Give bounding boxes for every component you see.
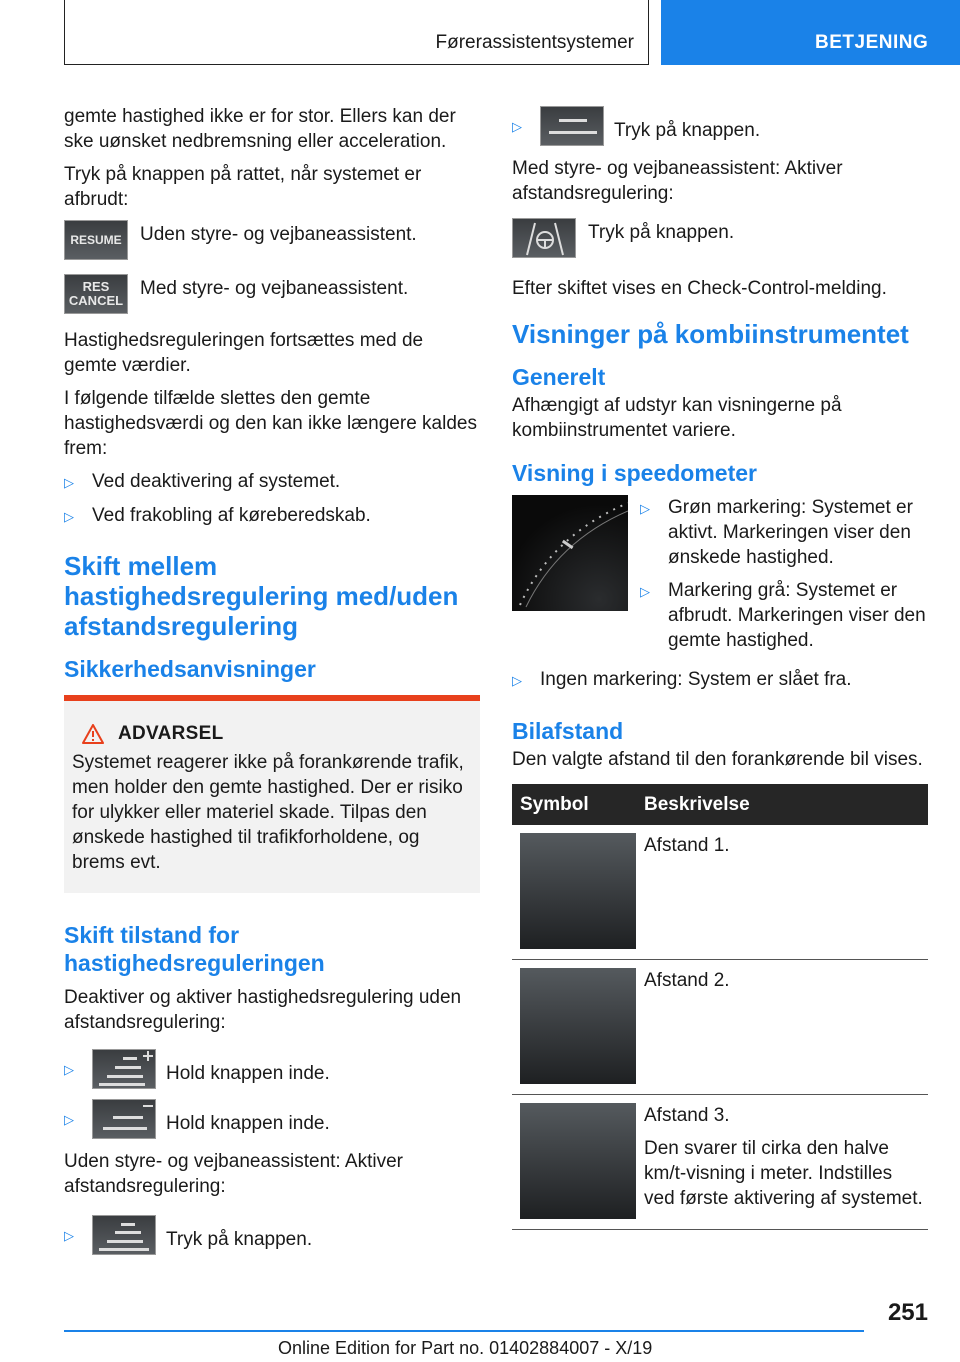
paragraph: gemte hastighed ikke er for stor. Ellers kan der ske uønsket nedbremsning eller acceleration. xyxy=(64,106,456,152)
footer-divider xyxy=(64,1330,864,1332)
distance-table xyxy=(512,784,928,1230)
triangle-bullet-icon: ▷ xyxy=(64,1227,74,1243)
resume-icon-row xyxy=(64,220,480,260)
table-header-row xyxy=(512,784,928,825)
section-heading: Skift mellem hastighedsregulering med/uden afstandsregulering xyxy=(64,551,459,641)
res-cancel-icon-row xyxy=(64,274,480,314)
triangle-bullet-icon: ▷ xyxy=(64,1111,74,1127)
triangle-bullet-icon: ▷ xyxy=(64,1061,74,1077)
step-item: ▷ Tryk på knappen. xyxy=(512,106,928,146)
step-item: ▷ Tryk på knappen. xyxy=(64,1215,480,1255)
paragraph: Deaktiver og aktiver hastighedsregulering uden afstandsregulering: xyxy=(64,987,462,1033)
distance-button-icon xyxy=(92,1215,156,1255)
steering-assist-icon-row xyxy=(512,218,928,258)
step-item: ▷ Hold knappen inde. xyxy=(64,1099,480,1139)
table-cell: Afstand 1. xyxy=(636,825,928,960)
distance-3-image xyxy=(520,1103,636,1219)
column-header: Symbol xyxy=(512,784,636,825)
page-number: 251 xyxy=(887,1299,928,1326)
triangle-bullet-icon: ▷ xyxy=(640,501,650,516)
right-column xyxy=(512,104,928,1230)
table-cell: Afstand 3. Den svarer til cirka den halve km/t-visning i meter. Indstilles ved første aktivering af systemet. xyxy=(636,1095,928,1230)
table-cell: Afstand 2. xyxy=(636,960,928,1095)
warning-header xyxy=(72,721,472,746)
steering-assistant-button-icon xyxy=(512,218,576,258)
section-title: Førerassistentsystemer xyxy=(435,32,634,53)
footer-edition: Online Edition for Part no. 01402884007 - X/19 xyxy=(278,1338,653,1358)
icon-description: Tryk på knappen. xyxy=(588,222,735,243)
subsection-heading: Bilafstand xyxy=(512,718,624,744)
list-item: ▷ Grøn markering: Systemet er aktivt. Markeringen viser den ønskede hastighed. xyxy=(640,497,913,568)
paragraph: Med styre- og vejbaneassistent: Aktiver afstandsregulering: xyxy=(512,158,843,204)
table-row xyxy=(512,825,928,960)
warning-triangle-icon xyxy=(82,724,104,744)
list-item: ▷ Ved deaktivering af systemet. xyxy=(64,469,480,495)
step-item: ▷ Hold knappen inde. xyxy=(64,1049,480,1089)
paragraph: Den valgte afstand til den forankørende bil vises. xyxy=(512,749,923,770)
paragraph: Uden styre- og vejbaneassistent: Aktiver afstandsregulering: xyxy=(64,1151,404,1197)
list-item: ▷ Markering grå: Systemet er afbrudt. Markeringen viser den gemte hastighed. xyxy=(640,580,926,651)
table-row xyxy=(512,960,928,1095)
distance-button-icon xyxy=(540,106,604,146)
distance-2-image xyxy=(520,968,636,1084)
column-header: Beskrivelse xyxy=(636,784,928,825)
table-row xyxy=(512,1095,928,1230)
header-section-box xyxy=(64,0,649,65)
warning-text: Systemet reagerer ikke på forankørende trafik, men holder den gemte hastighed. Der er risiko for ulykker eller materiel skade. Tilpas den ønskede hastighed til trafikforholdene, og brems evt. xyxy=(72,752,464,873)
triangle-bullet-icon: ▷ xyxy=(64,475,74,490)
icon-description: Med styre- og vejbaneassistent. xyxy=(140,278,409,299)
paragraph: Efter skiftet vises en Check-Control-melding. xyxy=(512,278,887,299)
res-cancel-button-icon: RES CANCEL xyxy=(64,274,128,314)
paragraph: I følgende tilfælde slettes den gemte hastighedsværdi og den kan ikke længere kaldes frem: xyxy=(64,388,477,459)
subsection-heading: Sikkerhedsanvisninger xyxy=(64,656,316,682)
paragraph: Afhængigt af udstyr kan visningerne på kombiinstrumentet variere. xyxy=(512,395,842,441)
triangle-bullet-icon: ▷ xyxy=(64,509,74,524)
distance-1-image xyxy=(520,833,636,949)
distance-plus-button-icon xyxy=(92,1049,156,1089)
distance-minus-button-icon xyxy=(92,1099,156,1139)
chapter-tab-label: BETJENING xyxy=(815,32,929,53)
paragraph: Tryk på knappen på rattet, når systemet er afbrudt: xyxy=(64,164,422,210)
paragraph: Hastighedsreguleringen fortsættes med de gemte værdier. xyxy=(64,330,424,376)
resume-button-icon: RESUME xyxy=(64,220,128,260)
warning-box xyxy=(64,695,480,893)
warning-title: ADVARSEL xyxy=(118,723,224,744)
left-column xyxy=(64,104,480,1265)
speedometer-block xyxy=(512,495,928,661)
subsection-heading: Skift tilstand for hastighedsreguleringen xyxy=(64,922,325,976)
list-item: ▷ Ved frakobling af køreberedskab. xyxy=(64,503,480,529)
triangle-bullet-icon: ▷ xyxy=(640,584,650,599)
triangle-bullet-icon: ▷ xyxy=(512,673,522,688)
section-heading: Visninger på kombiinstrumentet xyxy=(512,319,909,349)
icon-description: Uden styre- og vejbaneassistent. xyxy=(140,224,417,245)
subsection-heading: Generelt xyxy=(512,364,606,390)
chapter-tab[interactable] xyxy=(661,0,960,65)
subsection-heading: Visning i speedometer xyxy=(512,460,757,486)
triangle-bullet-icon: ▷ xyxy=(512,118,522,134)
list-item: ▷ Ingen markering: System er slået fra. xyxy=(512,667,928,693)
speedometer-image xyxy=(512,495,628,611)
